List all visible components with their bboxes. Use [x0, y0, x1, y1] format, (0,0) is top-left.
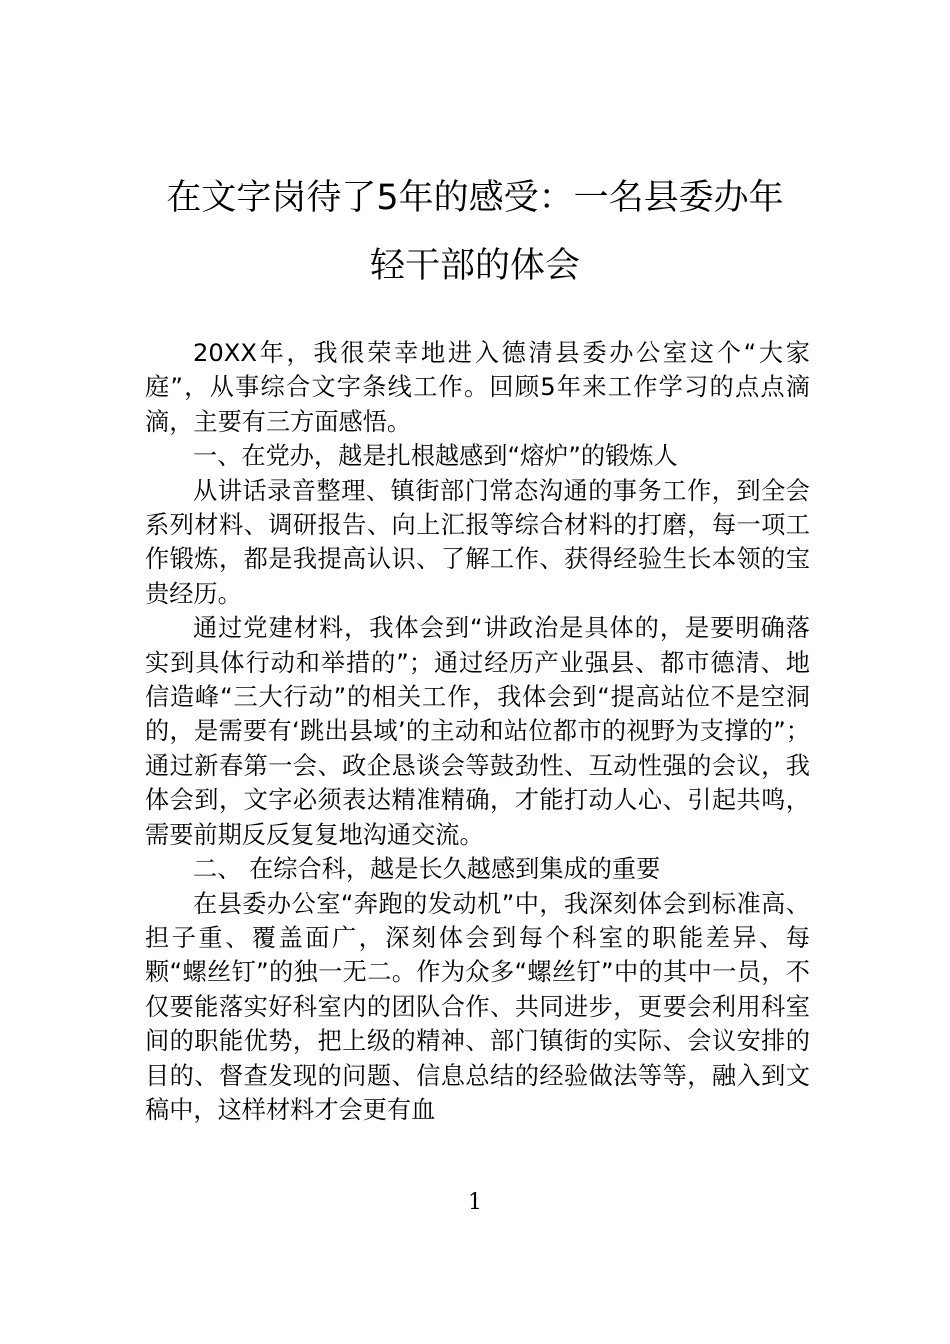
- section-heading-1: 一、在党办，越是扎根越感到“熔炉”的锻炼人: [193, 442, 678, 471]
- paragraph-intro: 20XX年，我很荣幸地进入德清县委办公室这个“大家庭”，从事综合文字条线工作。回顾5年来工作学习的点点滴滴，主要有三方面感悟。: [145, 339, 810, 436]
- document-title-line-1: 在文字岗待了5年的感受：一名县委办年: [166, 178, 784, 218]
- document-body: [145, 336, 810, 1127]
- section-heading-2: 二、 在综合科，越是长久越感到集成的重要: [193, 855, 661, 884]
- paragraph-section-1-b: 通过党建材料，我体会到“讲政治是具体的，是要明确落实到具体行动和举措的”；通过经历产业强县、都市德清、地信造峰“三大行动”的相关工作，我体会到“提高站位不是空洞的，是需要有‘跳出县域’的主动和站位都市的视野为支撑的”；通过新春第一会、政企恳谈会等鼓劲性、互动性强的会议，我体会到，文字必须表达精准精确，才能打动人心、引起共鸣，需要前期反反复复地沟通交流。: [145, 614, 810, 849]
- page-number: 1: [468, 1190, 482, 1215]
- paragraph-section-2-a: 在县委办公室“奔跑的发动机”中，我深刻体会到标准高、担子重、覆盖面广，深刻体会到每个科室的职能差异、每颗“螺丝钉”的独一无二。作为众多“螺丝钉”中的其中一员，不仅要能落实好科室内的团队合作、共同进步，更要会利用科室间的职能优势，把上级的精神、部门镇街的实际、会议安排的目的、督查发现的问题、信息总结的经验做法等等，融入到文稿中，这样材料才会更有血: [145, 889, 810, 1124]
- paragraph-section-1-a: 从讲话录音整理、镇街部门常态沟通的事务工作，到全会系列材料、调研报告、向上汇报等综合材料的打磨，每一项工作锻炼，都是我提高认识、了解工作、获得经验生长本领的宝贵经历。: [145, 476, 810, 608]
- document-title-line-2: 轻干部的体会: [369, 246, 580, 286]
